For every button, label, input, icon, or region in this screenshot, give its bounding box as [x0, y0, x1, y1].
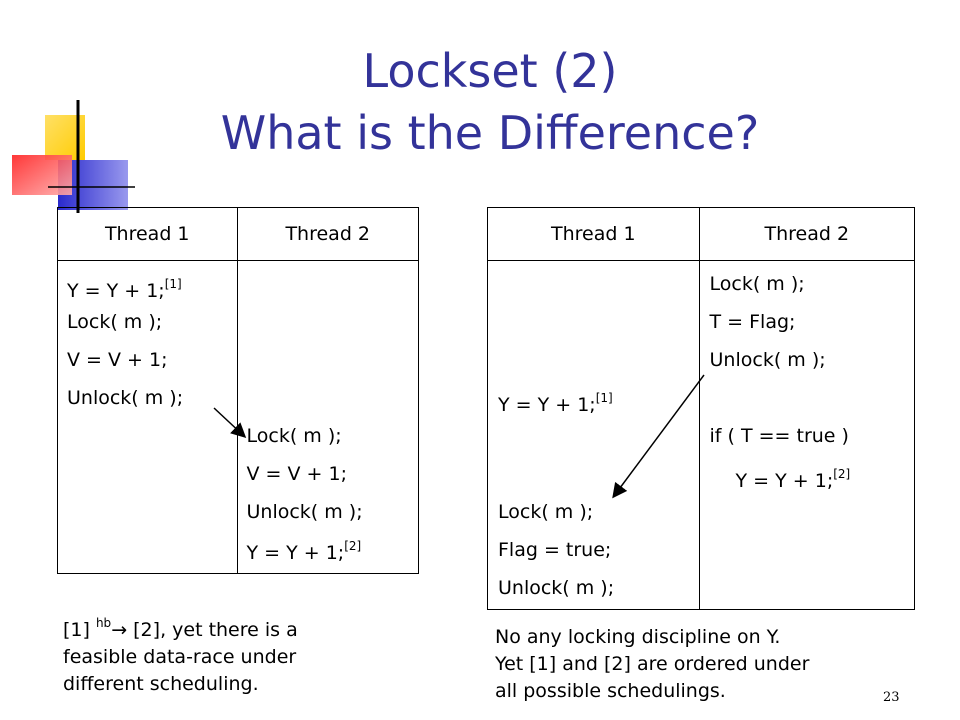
right-note-line2: Yet [1] and [2] are ordered under: [495, 653, 810, 675]
left-table-body-row: [58, 261, 419, 574]
right-schedule-table: [487, 207, 915, 610]
right-note: [495, 624, 809, 705]
left-schedule-table: [57, 207, 419, 574]
slide-title-line1: Lockset (2): [362, 44, 618, 98]
right-marker-2: [2]: [833, 467, 851, 481]
right-t2-line2: T = Flag;: [709, 311, 796, 333]
page-number: 23: [883, 690, 900, 705]
right-marker-1: [1]: [595, 391, 613, 405]
right-t2-line4: if ( T == true ): [709, 425, 849, 447]
hb-arrow-glyph: →: [111, 619, 128, 641]
left-thread2-cell: [237, 261, 419, 574]
left-t2-line1: Lock( m );: [246, 425, 342, 447]
corner-decoration: [0, 95, 140, 215]
decoration-shapes-icon: [0, 95, 140, 215]
left-t1-line2: Lock( m );: [67, 311, 163, 333]
left-t1-line3: V = V + 1;: [67, 349, 168, 371]
left-table-header-row: [58, 208, 419, 261]
right-table-body-row: [488, 261, 915, 610]
hb-label: hb: [95, 616, 112, 630]
right-note-line1: No any locking discipline on Y.: [495, 626, 781, 648]
slide-title-line2: What is the Difference?: [220, 106, 760, 160]
left-marker-1: [1]: [164, 277, 182, 291]
left-thread1-cell: [58, 261, 238, 574]
left-t1-line1: Y = Y + 1;[1]: [67, 277, 182, 302]
left-t1-line4: Unlock( m );: [67, 387, 184, 409]
right-header-thread1: Thread 1: [488, 208, 700, 261]
right-t1-line2: Lock( m );: [498, 501, 594, 523]
right-table-header-row: [488, 208, 915, 261]
right-note-line3: all possible schedulings.: [495, 680, 726, 702]
left-note-line3: different scheduling.: [63, 673, 259, 695]
right-t1-line4: Unlock( m );: [498, 577, 615, 599]
left-header-thread1: Thread 1: [58, 208, 238, 261]
right-t1-line3: Flag = true;: [498, 539, 612, 561]
left-t2-line2: V = V + 1;: [246, 463, 347, 485]
right-thread2-cell: [699, 261, 914, 610]
left-t2-line3: Unlock( m );: [246, 501, 363, 523]
right-t2-line3: Unlock( m );: [709, 349, 826, 371]
right-thread1-cell: [488, 261, 700, 610]
left-note-line1: [1] $^{hb}$→ [2], yet there is a: [63, 616, 298, 641]
right-header-thread2: Thread 2: [699, 208, 914, 261]
left-note: [63, 610, 298, 698]
left-note-line2: feasible data-race under: [63, 646, 297, 668]
left-marker-2: [2]: [344, 539, 362, 553]
right-t2-line1: Lock( m );: [709, 273, 805, 295]
left-t2-line4: Y = Y + 1;[2]: [246, 539, 362, 564]
right-t1-line1: Y = Y + 1;[1]: [498, 391, 613, 416]
left-header-thread2: Thread 2: [237, 208, 419, 261]
right-t2-line5: Y = Y + 1;[2]: [735, 467, 851, 492]
